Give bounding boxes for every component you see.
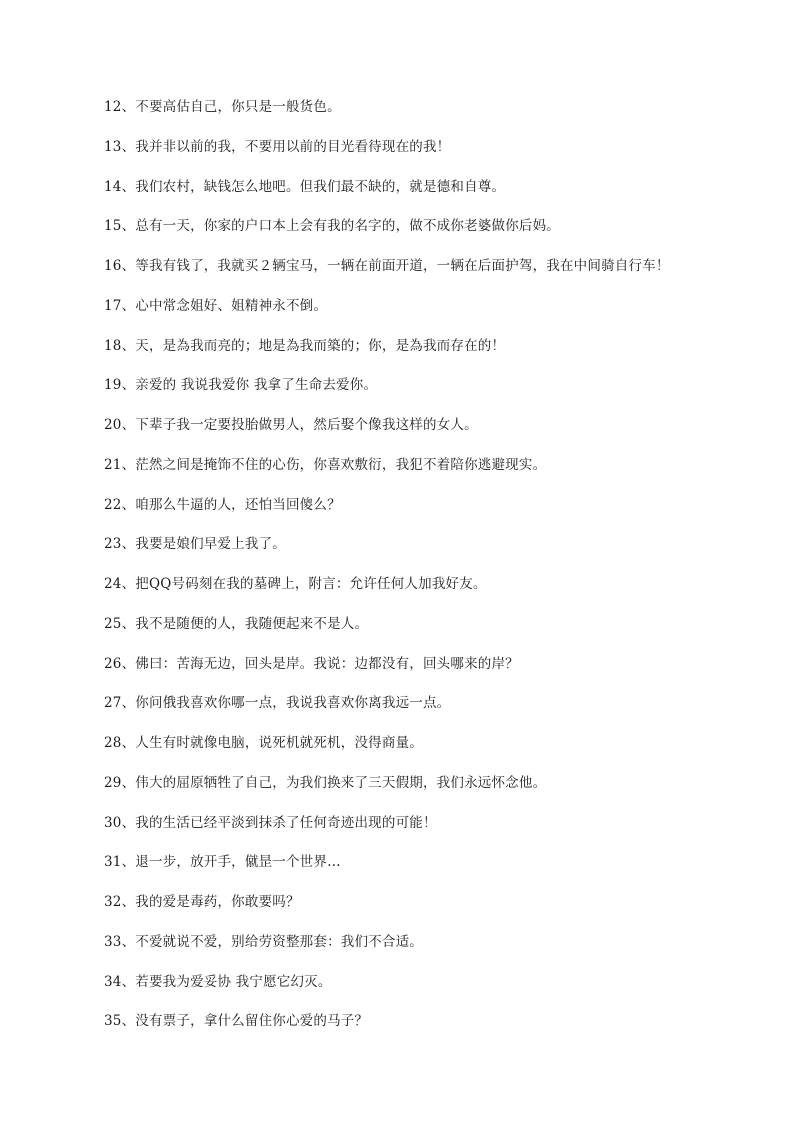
list-item: 29、伟大的屈原牺牲了自己，为我们换来了三天假期，我们永远怀念他。 xyxy=(104,774,547,791)
list-item: 19、亲爱的 我说我爱你 我拿了生命去爱你。 xyxy=(104,377,378,394)
list-item: 25、我不是随便的人，我随便起来不是人。 xyxy=(104,615,369,632)
list-item: 31、退一步，放开手，僦昰一个世界… xyxy=(104,854,341,871)
list-item: 35、没有票子，拿什么留住你心爱的马子？ xyxy=(104,1013,369,1030)
list-item: 24、把QQ号码刻在我的墓碑上，附言：允许任何人加我好友。 xyxy=(104,576,487,592)
list-item: 22、咱那么牛逼的人，还怕当回傻么？ xyxy=(104,496,341,513)
list-item: 17、心中常念姐好、姐精神永不倒。 xyxy=(104,297,328,314)
list-item: 15、总有一天，你家的户口本上会有我的名字的，做不成你老婆做你后妈。 xyxy=(104,218,560,235)
list-item: 32、我的爱是毒药，你敢要吗？ xyxy=(104,894,300,910)
list-item: 23、我要是娘们早爱上我了。 xyxy=(104,536,286,553)
list-item: 13、我并非以前的我，不要用以前的目光看待现在的我！ xyxy=(104,138,451,155)
list-item: 21、茫然之间是掩饰不住的心伤，你喜欢敷衍，我犯不着陪你逃避现实。 xyxy=(104,456,547,473)
list-item: 27、你问俄我喜欢你哪一点，我说我喜欢你离我远一点。 xyxy=(104,695,451,712)
list-item: 34、若要我为爱妥协 我宁愿它幻灭。 xyxy=(104,973,332,990)
list-item: 14、我们农村，缺钱怎么地吧。但我们最不缺的，就是德和自尊。 xyxy=(104,178,506,195)
list-item: 18、天，是為我而亮的；地是為我而築的；你，是為我而存在的！ xyxy=(104,337,506,354)
list-item: 26、佛曰：苦海无边，回头是岸。我说：边都没有，回头哪来的岸？ xyxy=(104,655,519,672)
list-item: 30、我的生活已经平淡到抹杀了任何奇迹出现的可能！ xyxy=(104,814,437,831)
list-item: 28、人生有时就像电脑，说死机就死机，没得商量。 xyxy=(104,735,423,751)
list-item: 16、等我有钱了，我就买２辆宝马，一辆在前面开道，一辆在后面护驾，我在中间骑自行车！ xyxy=(104,258,670,274)
quote-list xyxy=(104,96,724,1050)
list-item: 33、不爱就说不爱，别给劳资整那套：我们不合适。 xyxy=(104,933,423,950)
list-item: 20、下辈子我一定要投胎做男人，然后娶个像我这样的女人。 xyxy=(104,417,478,433)
list-item: 12、不要高估自己，你只是一般货色。 xyxy=(104,99,341,115)
